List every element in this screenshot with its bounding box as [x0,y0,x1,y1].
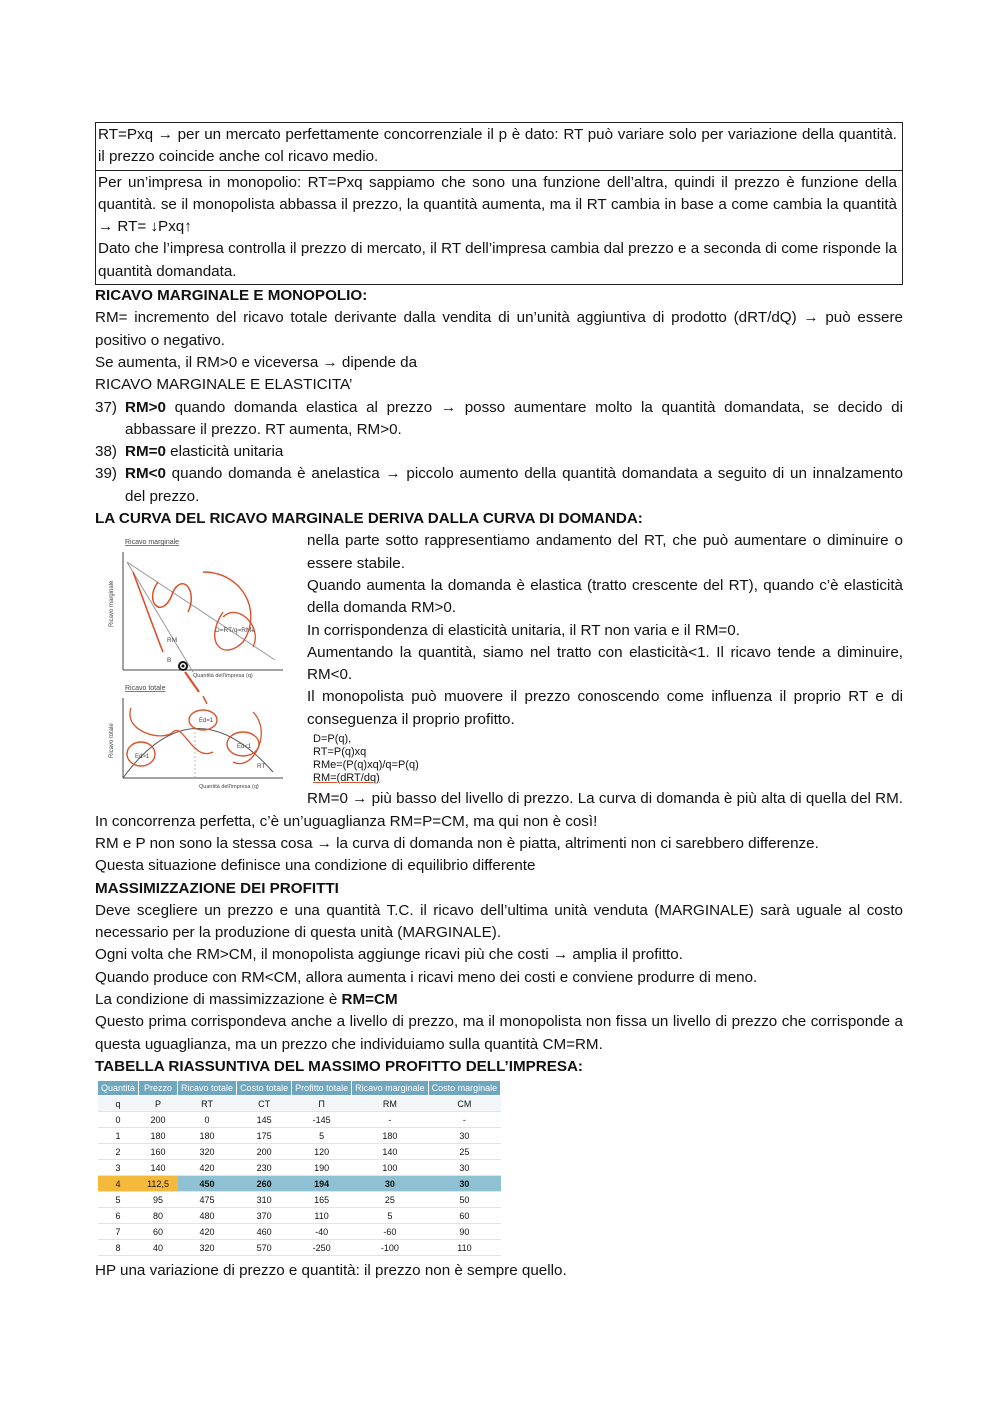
table-cell: 190 [292,1160,352,1176]
table-cell: 112,5 [139,1176,178,1192]
table-cell: 30 [428,1160,501,1176]
table-row [98,1208,501,1224]
table-cell: 90 [428,1224,501,1240]
profit-table [97,1080,501,1256]
table-cell: 80 [139,1208,178,1224]
heading-summary-table: TABELLA RIASSUNTIVA DEL MASSIMO PROFITTO DELL’IMPRESA: [95,1057,583,1075]
table-cell: P [139,1096,178,1112]
table-cell: -40 [292,1224,352,1240]
table-cell: RM [352,1096,429,1112]
table-cell: 230 [237,1160,292,1176]
box2-line2: Dato che l’impresa controlla il prezzo di mercato, il RT dell’impresa cambia dal prezzo e a seconda di come risponde la quantità domandata. [98,240,897,280]
table-cell: - [352,1112,429,1128]
table-row [98,1128,501,1144]
heading-profit-max: MASSIMIZZAZIONE DEI PROFITTI [95,879,339,897]
table-cell: 2 [98,1144,139,1160]
paragraph-rm-zero: RM=0 → più basso del livello di prezzo. La curva di domanda è più alta di quella del RM. In concorrenza perfetta, c’è un’uguaglianza RM=P=CM, ma qui non è così! [95,790,903,830]
table-header: Profitto totale [292,1081,352,1096]
table-cell: -250 [292,1240,352,1256]
top-panel-title: Ricavo marginale [125,539,180,547]
table-cell: -100 [352,1240,429,1256]
table-cell: 6 [98,1208,139,1224]
table-cell: -60 [352,1224,429,1240]
paragraph-rt-trend: nella parte sotto rappresentiamo andamento del RT, che può aumentare o diminuire o essere stabile. [307,532,903,572]
table-cell: 25 [352,1192,429,1208]
table-cell: 110 [292,1208,352,1224]
box2-line1: Per un’impresa in monopolio: RT=Pxq sappiamo che sono una funzione dell’altra, quindi il prezzo è funzione della quantità. se il monopolista abbassa il prezzo, la quantità aumenta, ma il RT cambia in base a come cambia la quantità → RT= ↓Pxq↑ [98,173,897,236]
label-rt: RT [257,763,266,771]
info-box-monopoly [95,171,903,285]
table-cell: 194 [292,1176,352,1192]
table-header: Costo marginale [428,1081,501,1096]
list-text: quando domanda elastica al prezzo → posso aumentare molto la quantità domandata, se decido di abbassare il prezzo. RT aumenta, RM>0. [125,398,903,438]
bottom-panel-ylabel: Ricavo totale [109,723,115,759]
figure-text-flow [95,530,903,833]
table-cell: 5 [98,1192,139,1208]
table-row [98,1144,501,1160]
label-ed-eq1: Ed=1 [199,718,214,725]
paragraph-rm-lt-cm: Quando produce con RM<CM, allora aumenta i ricavi meno dei costi e conviene produrre di meno. [95,968,758,986]
list-item [95,397,903,442]
table-cell: 5 [292,1128,352,1144]
table-row [98,1240,501,1256]
table-row [98,1224,501,1240]
table-cell: 0 [98,1112,139,1128]
table-cell: 165 [292,1192,352,1208]
formula-line: D=P(q), [313,733,352,746]
table-cell: 420 [178,1224,237,1240]
top-panel-xlabel: Quantità dell'impresa (q) [193,673,253,680]
table-cell: 570 [237,1240,292,1256]
box1-text: RT=Pxq → per un mercato perfettamente concorrenziale il p è dato: RT può variare solo per variazione della quantità. il prezzo coincide anche col ricavo medio. [98,126,897,166]
paragraph-elastic: Quando aumenta la domanda è elastica (tratto crescente del RT), quando c’è elasticità della domanda RM>0. [307,576,903,617]
table-cell: 30 [428,1128,501,1144]
list-text: quando domanda è anelastica → piccolo aumento della quantità domandata a seguito di un innalzamento del prezzo. [125,465,903,505]
formula-line: RMe=(P(q)xq)/q=P(q) [313,759,419,772]
table-cell: 95 [139,1192,178,1208]
table-cell: 60 [139,1224,178,1240]
list-number: 39) [95,465,117,483]
handwritten-formulas [313,733,419,785]
condition-text: La condizione di massimizzazione è [95,990,342,1008]
paragraph-rm-elasticity: RICAVO MARGINALE E ELASTICITA’ [95,376,353,394]
table-cell: 0 [178,1112,237,1128]
revenue-curves-figure [103,532,295,794]
summary-table-wrap [97,1080,903,1256]
label-b: B [167,657,172,665]
table-cell: 5 [352,1208,429,1224]
table-cell: 160 [139,1144,178,1160]
table-cell: 7 [98,1224,139,1240]
table-cell: 370 [237,1208,292,1224]
table-cell: - [428,1112,501,1128]
paragraph-monopolist-equality: Questo prima corrispondeva anche a livello di prezzo, ma il monopolista non fissa un livello di prezzo che corrisponde a questa uguaglianza, ma un prezzo che individuiamo sulla quantità CM=RM. [95,1013,903,1053]
table-cell: 180 [139,1128,178,1144]
condition-bold: RM=CM [341,990,398,1008]
paragraph-inelastic: Aumentando la quantità, siamo nel tratto con elasticità<1. Il ricavo tende a diminuire, RM<0. [307,643,903,684]
table-cell: CM [428,1096,501,1112]
table-cell: 60 [428,1208,501,1224]
label-rm: RM [167,637,178,645]
heading-marginal-curve: LA CURVA DEL RICAVO MARGINALE DERIVA DALLA CURVA DI DOMANDA: [95,510,643,528]
table-cell: -145 [292,1112,352,1128]
heading-marginal-revenue: RICAVO MARGINALE E MONOPOLIO: [95,287,368,305]
table-cell: 475 [178,1192,237,1208]
table-cell: 460 [237,1224,292,1240]
table-header: Costo totale [237,1081,292,1096]
list-bold: RM<0 [125,465,166,483]
table-row [98,1176,501,1192]
paragraph-condition [95,989,903,1011]
table-row [98,1160,501,1176]
table-cell: 25 [428,1144,501,1160]
paragraph-choose-price: Deve scegliere un prezzo e una quantità T.C. il ricavo dell’ultima unità venduta (MARGINALE) sarà uguale al costo necessario per la produzione di questa unità (MARGINALE). [95,901,903,942]
info-box-perfect-competition [95,122,903,171]
table-cell: 40 [139,1240,178,1256]
table-cell: 30 [428,1176,501,1192]
table-cell: 8 [98,1240,139,1256]
list-number: 38) [95,443,117,461]
label-ed-gt1: Ed>1 [135,754,150,761]
formula-line: RM=(dRT/dq) [313,772,380,785]
table-cell: 175 [237,1128,292,1144]
paragraph-monopolist-price: Il monopolista può muovere il prezzo conoscendo come influenza il proprio RT e di conseguenza il proprio profitto. [307,688,903,728]
table-cell: q [98,1096,139,1112]
paragraph-equilibrium: Questa situazione definisce una condizione di equilibrio differente [95,857,536,875]
table-cell: 30 [352,1176,429,1192]
formula-line: RT=P(q)xq [313,746,367,759]
bottom-panel-xlabel: Quantità dell'impresa (q) [199,784,259,791]
table-header: Quantità [98,1081,139,1096]
table-cell: 180 [352,1128,429,1144]
table-cell: 320 [178,1144,237,1160]
table-header: Ricavo totale [178,1081,237,1096]
label-demand: D=RT/q=RMe [215,627,255,635]
top-panel-ylabel: Ricavo marginale [109,580,115,628]
list-number: 37) [95,398,117,416]
list-bold: RM=0 [125,443,166,461]
paragraph-rm-sign: Se aumenta, il RM>0 e viceversa → dipende da [95,353,418,371]
table-cell: 145 [237,1112,292,1128]
document-page [95,122,903,1282]
table-cell: 120 [292,1144,352,1160]
table-cell: 140 [352,1144,429,1160]
table-cell: 420 [178,1160,237,1176]
table-cell: 180 [178,1128,237,1144]
table-cell: 310 [237,1192,292,1208]
label-ed-lt1: Ed<1 [237,744,252,751]
table-cell: 320 [178,1240,237,1256]
table-header-row [98,1081,501,1096]
paragraph-rm-gt-cm: Ogni volta che RM>CM, il monopolista aggiunge ricavi più che costi → amplia il profitto. [95,946,683,964]
table-cell: Π [292,1096,352,1112]
bottom-panel-title: Ricavo totale [125,685,166,693]
table-cell: 260 [237,1176,292,1192]
table-cell: 100 [352,1160,429,1176]
table-cell: 110 [428,1240,501,1256]
table-symbol-row [98,1096,501,1112]
paragraph-rm-vs-p: RM e P non sono la stessa cosa → la curva di domanda non è piatta, altrimenti non ci sarebbero differenze. [95,834,819,852]
table-cell: 200 [139,1112,178,1128]
table-row [98,1112,501,1128]
paragraph-unitary: In corrispondenza di elasticità unitaria, il RT non varia e il RM=0. [307,621,740,639]
table-cell: RT [178,1096,237,1112]
list-item [95,441,903,463]
list-item [95,463,903,508]
table-cell: 200 [237,1144,292,1160]
table-row [98,1192,501,1208]
elasticity-list [95,397,903,508]
table-cell: 1 [98,1128,139,1144]
list-bold: RM>0 [125,398,166,416]
table-cell: 140 [139,1160,178,1176]
table-cell: 450 [178,1176,237,1192]
table-cell: 50 [428,1192,501,1208]
table-cell: 480 [178,1208,237,1224]
table-cell: 3 [98,1160,139,1176]
paragraph-rm-definition: RM= incremento del ricavo totale derivante dalla vendita di un’unità aggiuntiva di prodotto (dRT/dQ) → può essere positivo o negativo. [95,309,903,349]
table-header: Ricavo marginale [352,1081,429,1096]
paragraph-hypothesis: HP una variazione di prezzo e quantità: il prezzo non è sempre quello. [95,1262,567,1280]
table-header: Prezzo [139,1081,178,1096]
table-cell: CT [237,1096,292,1112]
table-cell: 4 [98,1176,139,1192]
list-text: elasticità unitaria [165,443,284,461]
